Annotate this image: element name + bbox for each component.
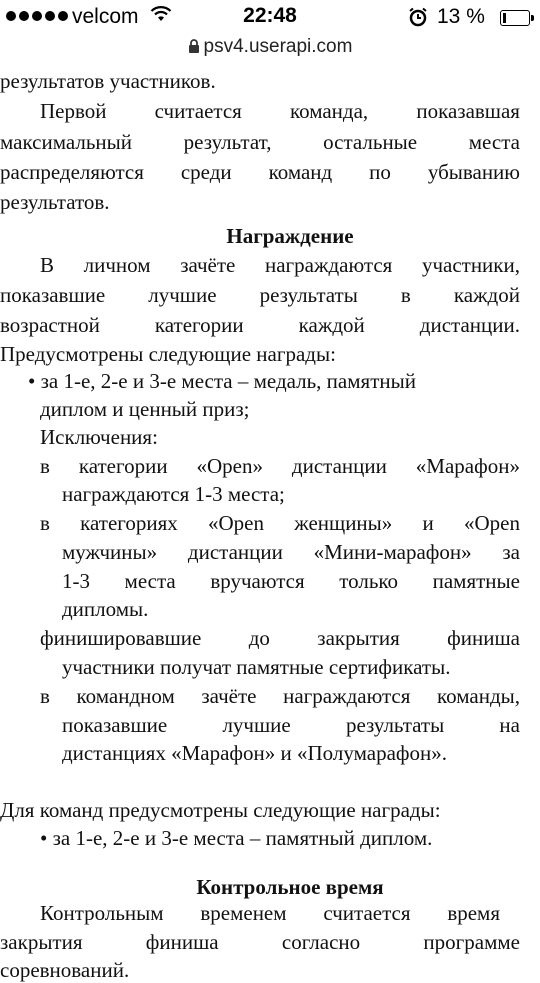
list-item: • за 1-е, 2-е и 3-е места – медаль, памятный bbox=[28, 369, 416, 393]
text-line: мужчины» дистанции «Мини-марафон» за bbox=[62, 540, 520, 564]
list-item: в категориях «Open женщины» и «Open bbox=[40, 511, 520, 535]
section-heading: Награждение bbox=[226, 224, 354, 248]
list-item: • за 1-е, 2-е и 3-е места – памятный диплом. bbox=[40, 826, 433, 850]
text-line: Предусмотрены следующие награды: bbox=[0, 342, 336, 366]
text-line: соревнований. bbox=[0, 958, 130, 982]
carrier-name: velcom bbox=[72, 5, 139, 28]
text-line: показавшие лучшие результаты на bbox=[62, 713, 520, 737]
text-line: дистанциях «Марафон» и «Полумарафон». bbox=[62, 741, 447, 765]
text-line: распределяются среди команд по убыванию bbox=[0, 160, 520, 184]
section-heading: Контрольное время bbox=[196, 875, 384, 899]
text-line: диплом и ценный приз; bbox=[40, 397, 250, 421]
text-line: В личном зачёте награждаются участники, bbox=[40, 253, 520, 277]
text-line: Первой считается команда, показавшая bbox=[40, 99, 520, 123]
battery-icon bbox=[500, 10, 530, 26]
battery-level-fill bbox=[503, 13, 506, 23]
text-line: дипломы. bbox=[62, 597, 149, 621]
list-item: финишировавшие до закрытия финиша bbox=[40, 626, 520, 650]
text-line: награждаются 1-3 места; bbox=[62, 482, 285, 506]
text-line: участники получат памятные сертификаты. bbox=[62, 655, 451, 679]
text-line: результатов участников. bbox=[0, 69, 216, 93]
status-bar bbox=[0, 0, 540, 36]
text-line: Исключения: bbox=[40, 425, 158, 449]
text-line: 1-3 места вручаются только памятные bbox=[62, 569, 520, 593]
text-line: показавшие лучшие результаты в каждой bbox=[0, 283, 520, 307]
document-page bbox=[0, 64, 540, 982]
alarm-clock-icon bbox=[408, 7, 428, 33]
clock: 22:48 bbox=[243, 4, 297, 27]
text-line: возрастной категории каждой дистанции. bbox=[0, 313, 520, 337]
battery-percentage: 13 % bbox=[437, 5, 485, 28]
list-item: в категории «Open» дистанции «Марафон» bbox=[40, 454, 520, 478]
url-text: psv4.userapi.com bbox=[203, 36, 353, 57]
text-line: результатов. bbox=[0, 190, 110, 214]
text-line: максимальный результат, остальные места bbox=[0, 130, 520, 154]
address-bar[interactable] bbox=[0, 34, 540, 64]
text-line: закрытия финиша согласно программе bbox=[0, 930, 520, 954]
text-line: Контрольным временем считается время bbox=[40, 901, 500, 925]
text-line: Для команд предусмотрены следующие награды: bbox=[0, 798, 441, 822]
lock-icon bbox=[188, 36, 200, 62]
list-item: в командном зачёте награждаются команды, bbox=[40, 684, 520, 708]
